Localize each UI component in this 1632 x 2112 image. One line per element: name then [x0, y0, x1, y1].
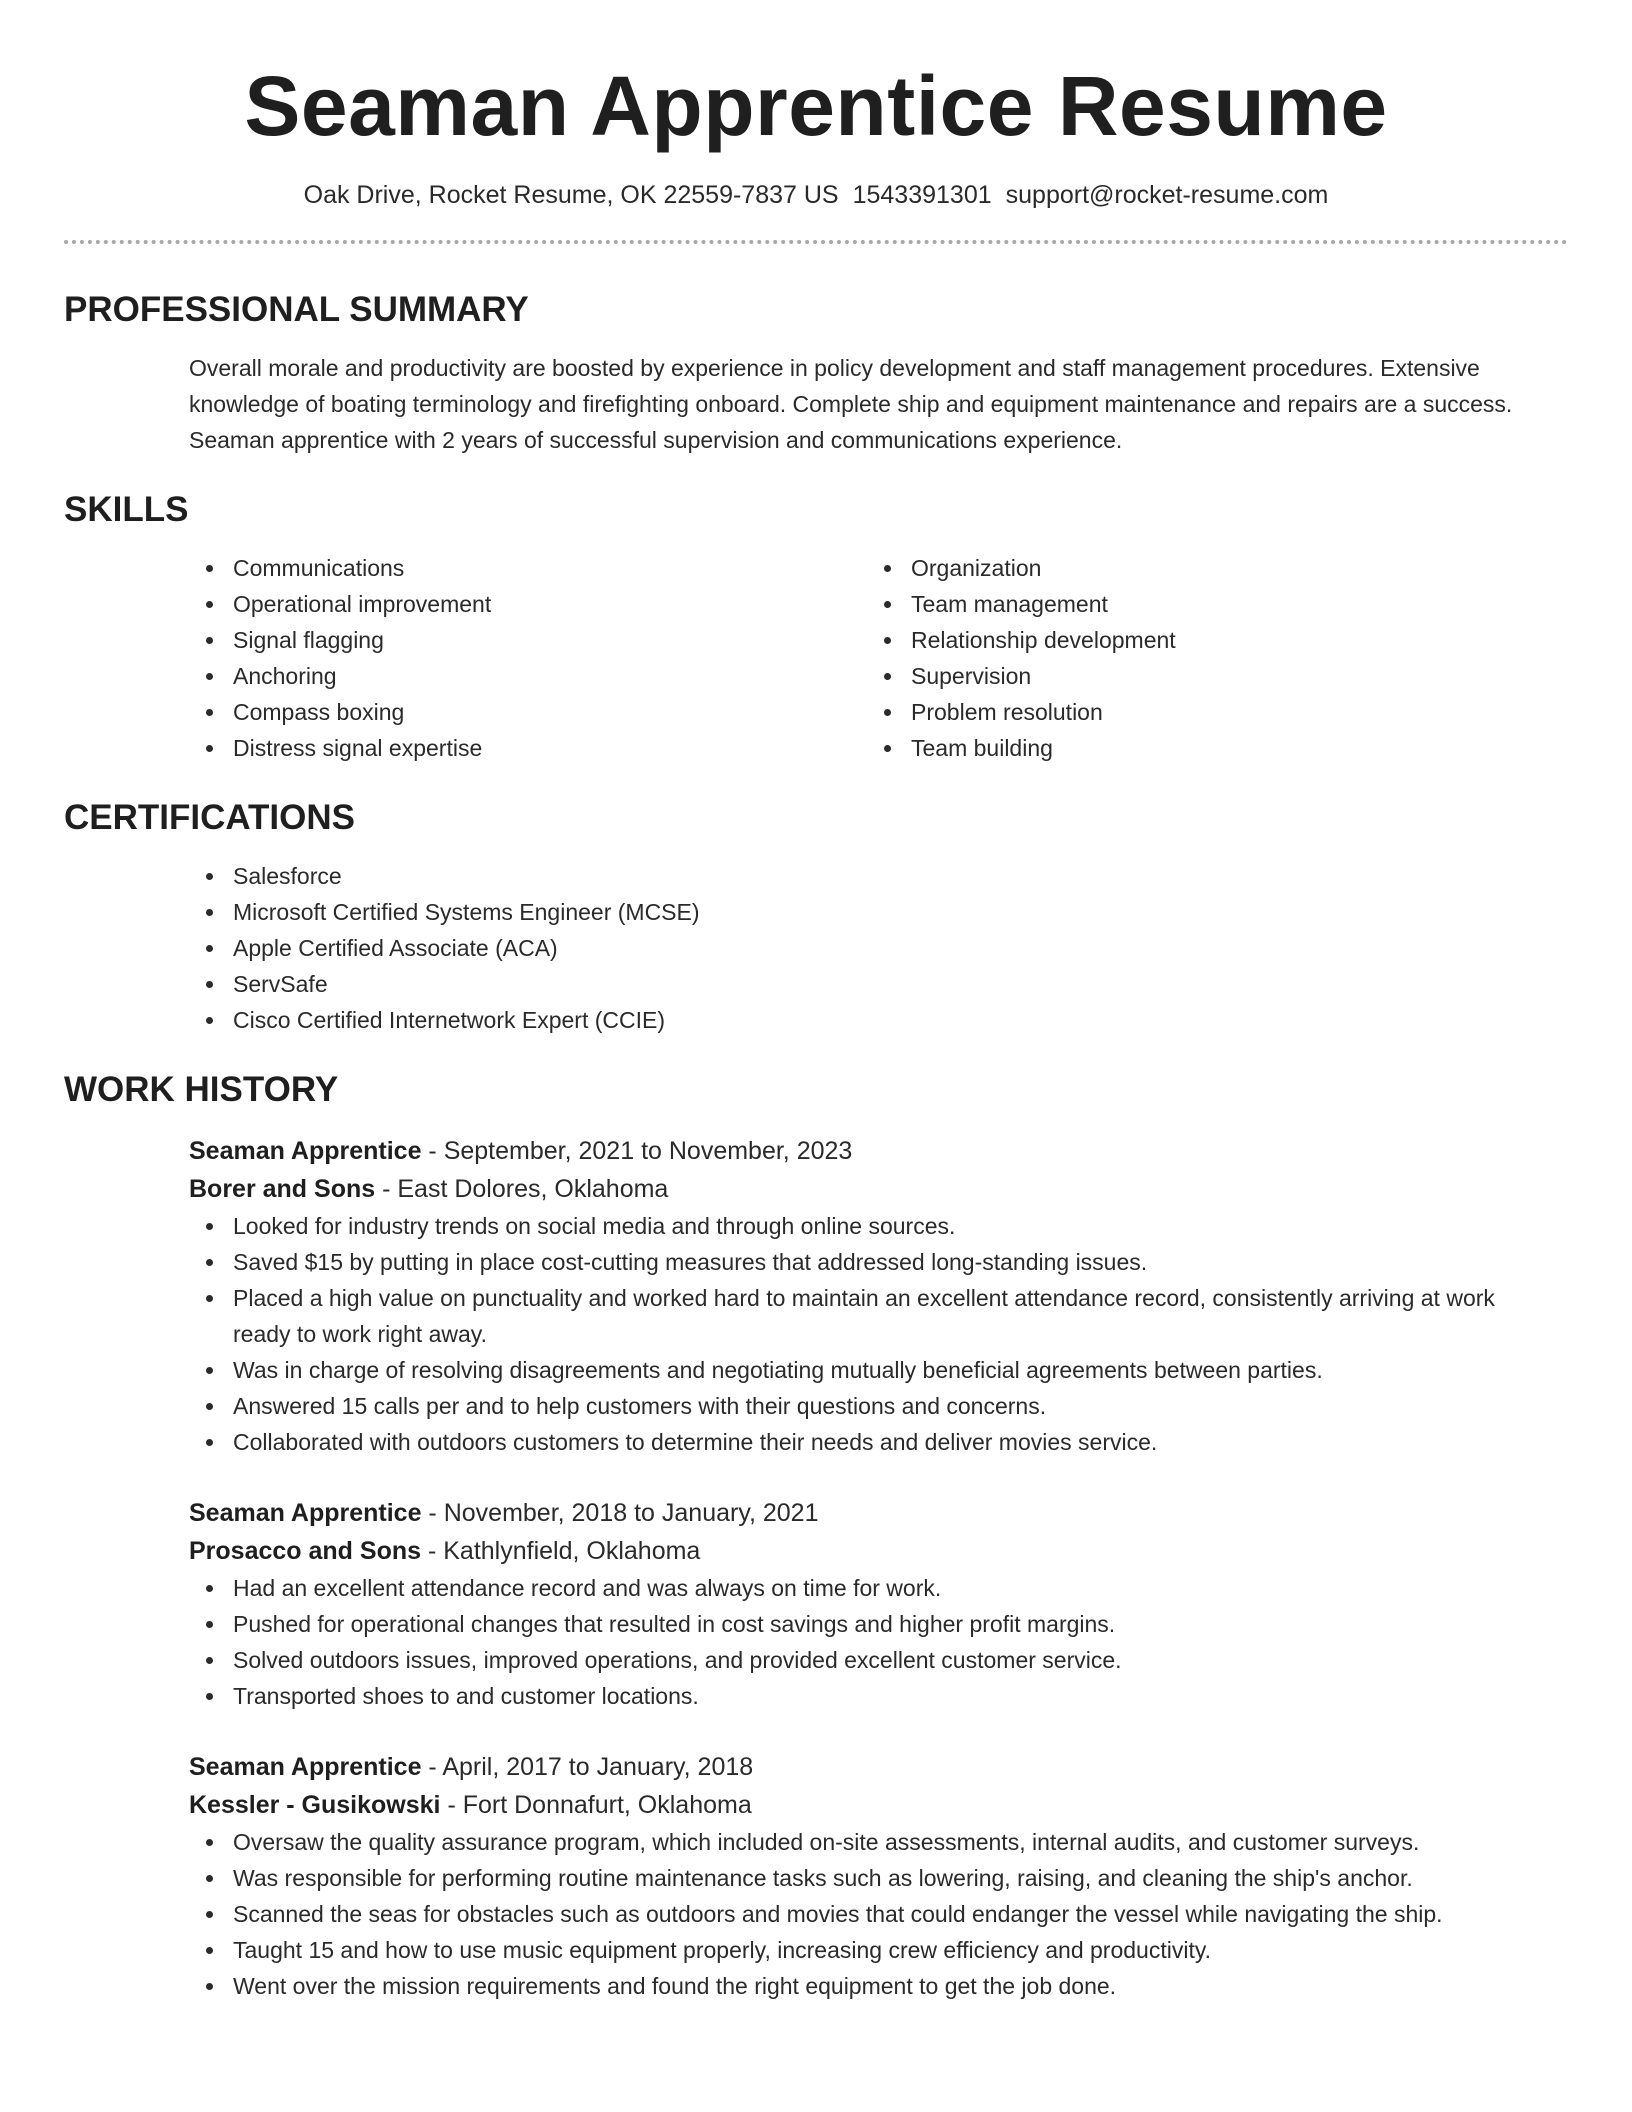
certifications-body: [64, 858, 1568, 1038]
job-role: Seaman Apprentice: [189, 1753, 422, 1781]
job-role: Seaman Apprentice: [189, 1499, 422, 1527]
skill-item: Anchoring: [189, 658, 867, 694]
certifications-list: [189, 858, 1550, 1038]
job-company-line: [189, 1532, 1550, 1570]
job-dates: - November, 2018 to January, 2021: [421, 1499, 819, 1527]
job-company-line: [189, 1170, 1550, 1208]
job-bullet: Taught 15 and how to use music equipment properly, increasing crew efficiency and productivity.: [189, 1932, 1550, 1968]
skills-heading: SKILLS: [64, 490, 189, 529]
job-bullet: Pushed for operational changes that resulted in cost savings and higher profit margins.: [189, 1606, 1550, 1642]
contact-email: support@rocket-resume.com: [1005, 181, 1329, 209]
work-history-section: [64, 1068, 1568, 2004]
job-bullet: Oversaw the quality assurance program, which included on-site assessments, internal audits, and customer surveys.: [189, 1824, 1550, 1860]
job-bullet: Scanned the seas for obstacles such as outdoors and movies that could endanger the vessel while navigating the ship.: [189, 1896, 1550, 1932]
job-entry: [64, 1132, 1568, 1460]
skills-grid: [189, 550, 1550, 766]
skill-item: Team management: [867, 586, 1545, 622]
certification-item: Microsoft Certified Systems Engineer (MCSE): [189, 894, 1550, 930]
skills-list-left: [189, 550, 867, 766]
certifications-heading: CERTIFICATIONS: [64, 798, 356, 837]
job-bullet: Solved outdoors issues, improved operations, and provided excellent customer service.: [189, 1642, 1550, 1678]
job-title-line: [189, 1748, 1550, 1786]
skills-list-right: [867, 550, 1545, 766]
skill-item: Supervision: [867, 658, 1545, 694]
job-bullet: Saved $15 by putting in place cost-cutting measures that addressed long-standing issues.: [189, 1244, 1550, 1280]
certification-item: Cisco Certified Internetwork Expert (CCIE): [189, 1002, 1550, 1038]
skill-item: Distress signal expertise: [189, 730, 867, 766]
job-entry: [64, 1748, 1568, 2004]
skill-item: Organization: [867, 550, 1545, 586]
skill-item: Problem resolution: [867, 694, 1545, 730]
job-bullet: Looked for industry trends on social media and through online sources.: [189, 1208, 1550, 1244]
skill-item: Compass boxing: [189, 694, 867, 730]
certification-item: Apple Certified Associate (ACA): [189, 930, 1550, 966]
header-divider: [64, 240, 1568, 244]
job-company: Prosacco and Sons: [189, 1537, 422, 1565]
work-history-heading: WORK HISTORY: [64, 1070, 339, 1109]
job-bullet: Was in charge of resolving disagreements and negotiating mutually beneficial agreements between parties.: [189, 1352, 1550, 1388]
job-title-line: [189, 1132, 1550, 1170]
skill-item: Operational improvement: [189, 586, 867, 622]
certification-item: Salesforce: [189, 858, 1550, 894]
job-location: - Kathlynfield, Oklahoma: [421, 1537, 701, 1565]
job-company-line: [189, 1786, 1550, 1824]
summary-text: Overall morale and productivity are boosted by experience in policy development and staff management procedures. Extensive knowledge of boating terminology and firefighting onboard. Complete ship and equipment maintenance and repairs are a success. Seaman apprentice with 2 years of successful supervision and communications experience.: [189, 355, 1513, 453]
contact-line: [64, 178, 1568, 212]
contact-address: Oak Drive, Rocket Resume, OK 22559-7837 US: [303, 181, 839, 209]
job-bullet: Had an excellent attendance record and was always on time for work.: [189, 1570, 1550, 1606]
job-bullet: Placed a high value on punctuality and worked hard to maintain an excellent attendance record, consistently arriving at work ready to work right away.: [189, 1280, 1550, 1352]
job-entry: [64, 1494, 1568, 1714]
job-bullet: Transported shoes to and customer locations.: [189, 1678, 1550, 1714]
job-company: Kessler - Gusikowski: [189, 1791, 441, 1819]
resume-title: Seaman Apprentice Resume: [244, 59, 1388, 153]
skills-body: [64, 550, 1568, 766]
skill-item: Communications: [189, 550, 867, 586]
job-dates: - September, 2021 to November, 2023: [421, 1137, 853, 1165]
job-bullet: Answered 15 calls per and to help customers with their questions and concerns.: [189, 1388, 1550, 1424]
contact-phone: 1543391301: [852, 181, 992, 209]
job-location: - Fort Donnafurt, Oklahoma: [440, 1791, 752, 1819]
skills-section: [64, 488, 1568, 766]
skill-item: Relationship development: [867, 622, 1545, 658]
job-dates: - April, 2017 to January, 2018: [421, 1753, 754, 1781]
job-location: - East Dolores, Oklahoma: [375, 1175, 669, 1203]
certifications-section: [64, 796, 1568, 1038]
skill-item: Signal flagging: [189, 622, 867, 658]
job-bullet-list: [189, 1570, 1550, 1714]
summary-body: [64, 350, 1568, 458]
summary-section: [64, 288, 1568, 458]
job-role: Seaman Apprentice: [189, 1137, 422, 1165]
skill-item: Team building: [867, 730, 1545, 766]
job-company: Borer and Sons: [189, 1175, 376, 1203]
certification-item: ServSafe: [189, 966, 1550, 1002]
job-bullet: Was responsible for performing routine maintenance tasks such as lowering, raising, and cleaning the ship's anchor.: [189, 1860, 1550, 1896]
job-bullet: Went over the mission requirements and found the right equipment to get the job done.: [189, 1968, 1550, 2004]
job-bullet: Collaborated with outdoors customers to determine their needs and deliver movies service.: [189, 1424, 1550, 1460]
summary-heading: PROFESSIONAL SUMMARY: [64, 290, 529, 329]
job-bullet-list: [189, 1824, 1550, 2004]
job-title-line: [189, 1494, 1550, 1532]
job-bullet-list: [189, 1208, 1550, 1460]
